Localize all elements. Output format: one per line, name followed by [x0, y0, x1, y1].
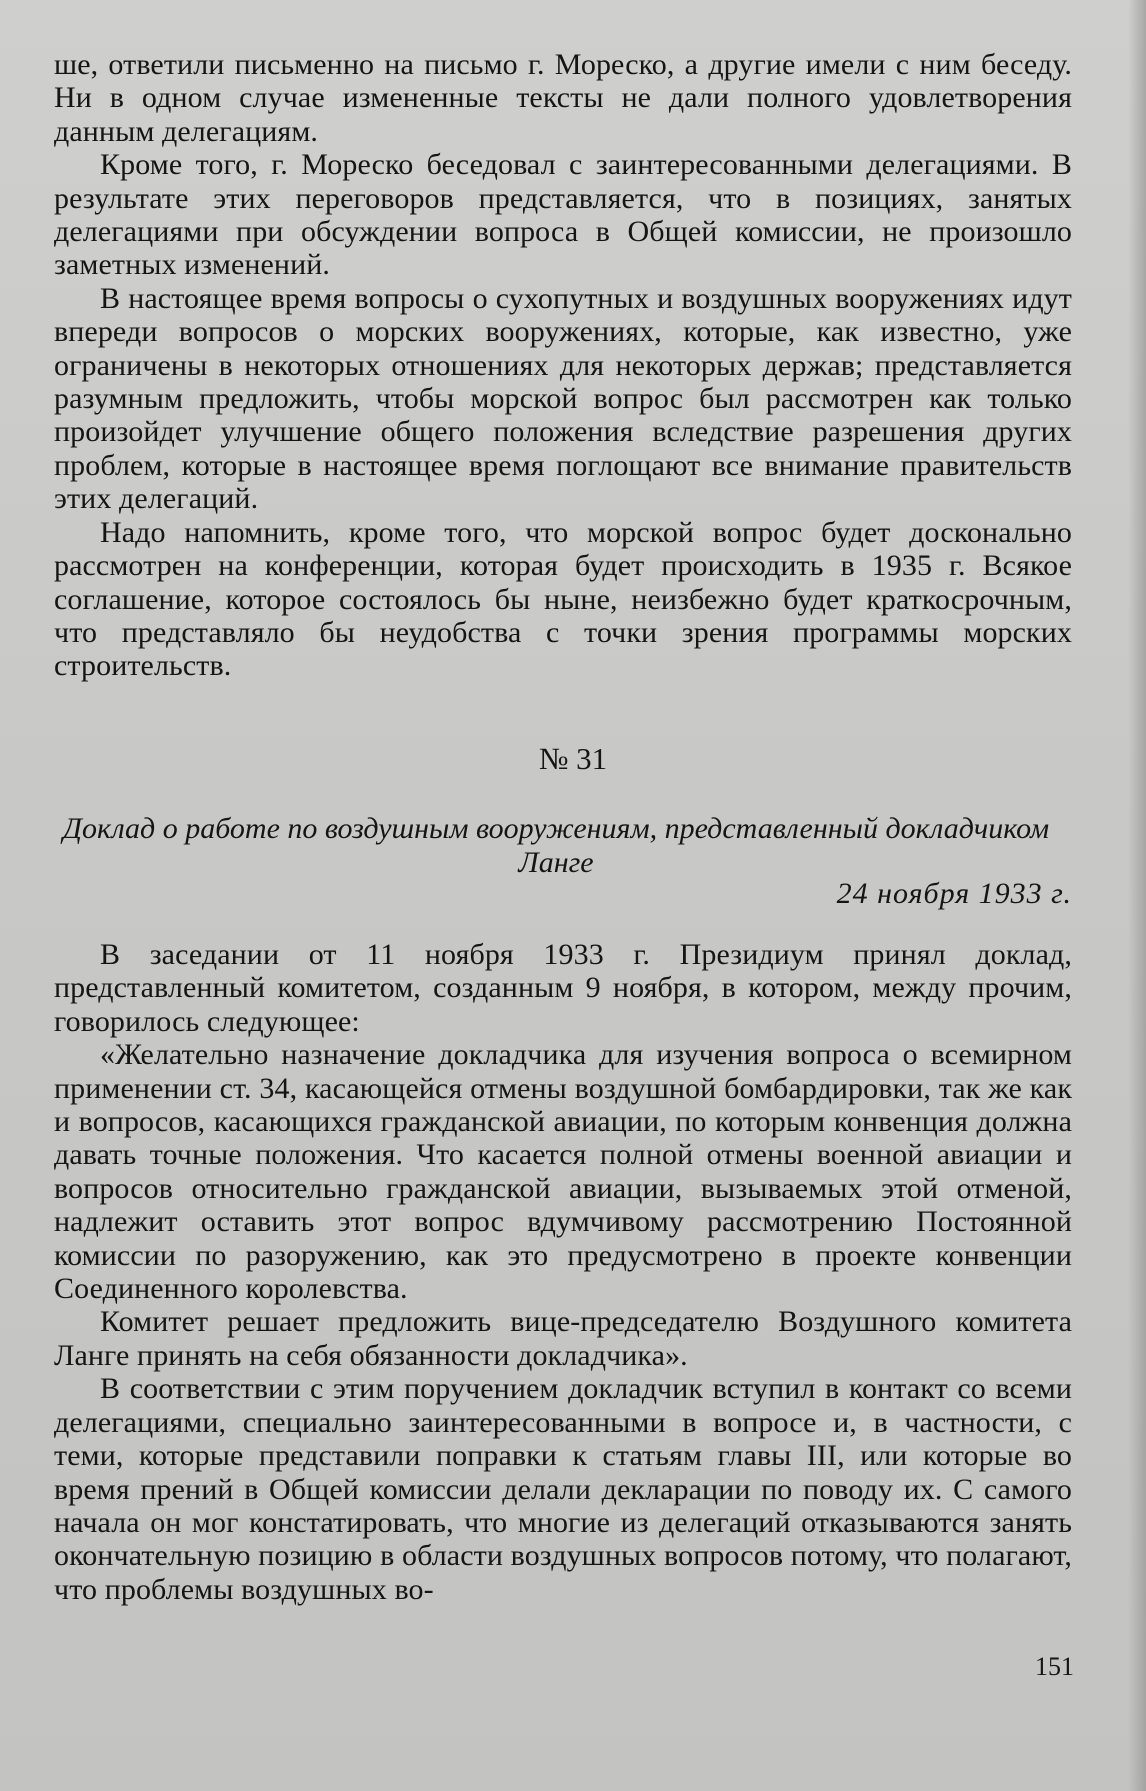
- bottom-text-block: [54, 938, 1072, 1606]
- page-number: 151: [1035, 1652, 1074, 1681]
- paragraph: «Желательно назначение докладчика для изучения вопроса о всемирном применении ст. 34, касающейся отмены воздушной бомбардировки, так же как и вопросов, касающихся гражданской авиации, по которым конвенция должна давать точные положения. Что касается полной отмены военной авиации и вопросов относительно гражданской авиации, вызываемых этой отменой, надлежит оставить этот вопрос вдумчивому рассмотрению Постоянной комиссии по разоружению, как это предусмотрено в проекте конвенции Соединенного королевства.: [54, 1038, 1072, 1306]
- document-number: № 31: [538, 741, 608, 776]
- paragraph: Кроме того, г. Мореско беседовал с заинтересованными делегациями. В результате этих переговоров представляется, что в позициях, занятых делегациями при обсуждении вопроса в Общей комиссии, не произошло заметных изменений.: [54, 148, 1072, 282]
- document-title: Доклад о работе по воздушным вооружениям, представленный докладчиком Ланге: [62, 812, 1050, 879]
- paragraph: В настоящее время вопросы о сухопутных и воздушных вооружениях идут впереди вопросов о морских вооружениях, которые, как известно, уже ограничены в некоторых отношениях для некоторых держав; представляется разумным предложить, чтобы морской вопрос был рассмотрен как только произойдет улучшение общего положения вследствие разрешения других проблем, которые в настоящее время поглощают все внимание правительств этих делегаций.: [54, 281, 1072, 516]
- paragraph: Надо напомнить, кроме того, что морской вопрос будет досконально рассмотрен на конференции, которая будет происходить в 1935 г. Всякое соглашение, которое состоялось бы ныне, неизбежно будет краткосрочным, что представляло бы неудобства с точки зрения программы морских строительств.: [54, 515, 1072, 683]
- paragraph: Комитет решает предложить вице-председателю Воздушного комитета Ланге принять на себя обязанности докладчика».: [54, 1305, 1072, 1372]
- top-text-block: [54, 48, 1072, 683]
- paragraph: В заседании от 11 ноября 1933 г. Президиум принял доклад, представленный комитетом, созданным 9 ноября, в котором, между прочим, говорилось следующее:: [54, 938, 1072, 1038]
- document-date: 24 ноября 1933 г.: [836, 877, 1072, 910]
- paragraph: ше, ответили письменно на письмо г. Мореско, а другие имели с ним беседу. Ни в одном случае измененные тексты не дали полного удовлетворения данным делегациям.: [54, 48, 1072, 148]
- paragraph: В соответствии с этим поручением докладчик вступил в контакт со всеми делегациями, специально заинтересованными в вопросе и, в частности, с теми, которые представили поправки к статьям главы III, или которые во время прений в Общей комиссии делали декларации по поводу их. С самого начала он мог констатировать, что многие из делегаций отказываются занять окончательную позицию в области воздушных вопросов потому, что полагают, что проблемы воздушных во-: [54, 1372, 1072, 1606]
